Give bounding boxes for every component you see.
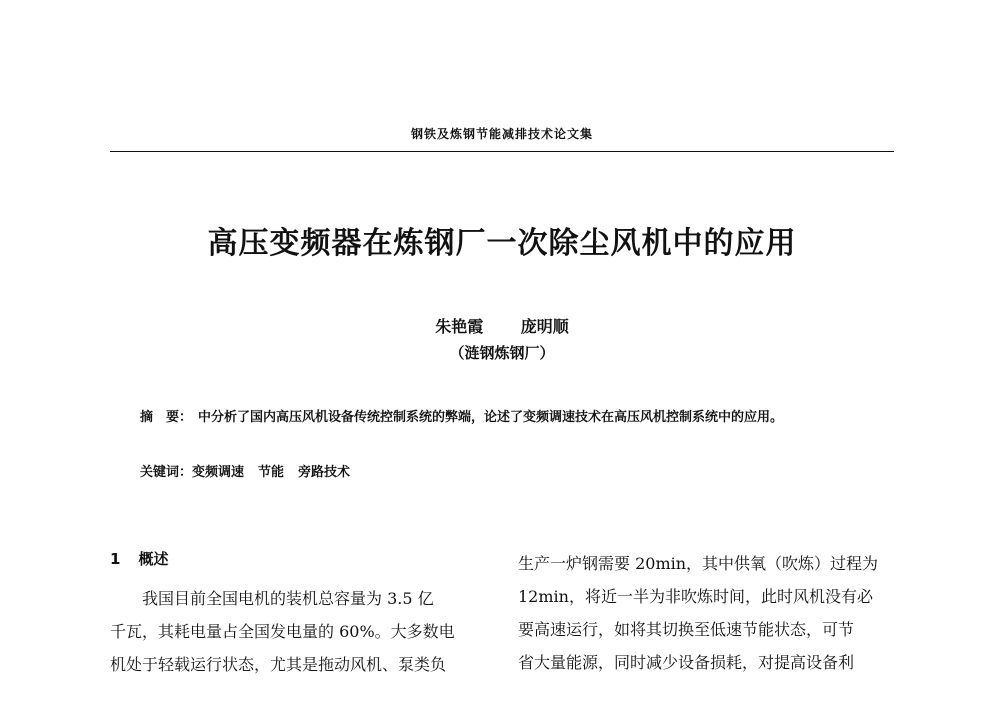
body-column-right: [518, 547, 894, 679]
body-line: 我国目前全国电机的装机总容量为 3.5 亿: [142, 589, 434, 608]
section-number: 1: [110, 550, 121, 568]
section-title: 概述: [138, 550, 169, 568]
author-name: 朱艳霞: [435, 317, 484, 336]
author-list: [110, 314, 894, 337]
abstract-text: 中分析了国内高压风机设备传统控制系统的弊端，论述了变频调速技术在高压风机控制系统中的应用。: [198, 410, 784, 425]
author-name: 庞明顺: [520, 317, 569, 336]
keywords-label: 关键词：: [140, 465, 193, 480]
body-line: 千瓦，其耗电量占全国发电量的 60%。大多数电: [110, 622, 455, 641]
keyword: 旁路技术: [298, 465, 351, 480]
abstract-label: 摘 要：: [140, 410, 193, 425]
keyword: 变频调速: [192, 465, 245, 480]
abstract: [140, 406, 900, 425]
body-line: 要高速运行，如将其切换至低速节能状态，可节: [518, 620, 855, 639]
body-line: 省大量能源，同时减少设备损耗，对提高设备利: [518, 653, 855, 672]
paper-title: 高压变频器在炼钢厂一次除尘风机中的应用: [207, 226, 797, 261]
keywords: [140, 461, 840, 480]
body-line: 生产一炉钢需要 20min，其中供氧（吹炼）过程为: [518, 554, 879, 573]
body-line: 12min，将近一半为非吹炼时间，此时风机没有必: [518, 587, 873, 606]
running-header: 钢铁及炼钢节能减排技术论文集: [410, 127, 593, 141]
body-column-left: [110, 582, 486, 681]
section-heading: [110, 548, 168, 569]
body-line: 机处于轻载运行状态，尤其是拖动风机、泵类负: [110, 655, 447, 674]
affiliation: （涟钢炼钢厂）: [449, 344, 555, 362]
header-rule: [110, 151, 894, 152]
keyword: 节能: [258, 465, 285, 480]
